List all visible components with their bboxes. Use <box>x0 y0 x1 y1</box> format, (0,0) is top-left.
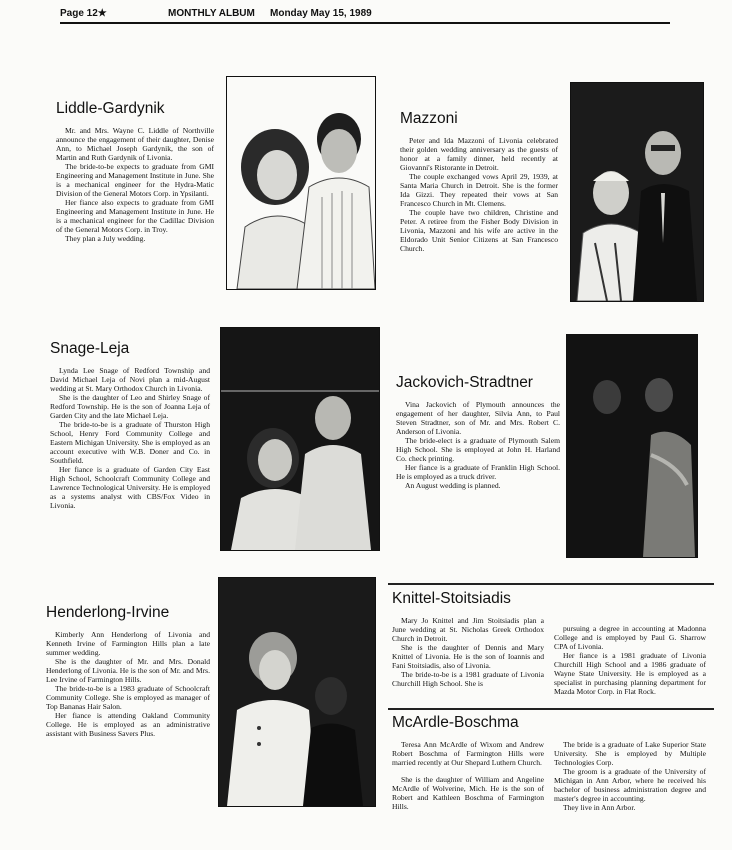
paragraph: The couple have two children, Christine and Peter. A retiree from the Fisher Body Division in Livonia, Mazzoni and his wife are active in the Eldorado Unit Senior Citizens at San Francesco Church. <box>400 208 558 253</box>
article-jackovich-stradtner <box>396 374 560 490</box>
issue-date: Monday May 15, 1989 <box>270 8 372 19</box>
page-number: Page 12★ <box>60 8 107 19</box>
paragraph: An August wedding is planned. <box>405 481 501 490</box>
paragraph: The bride-to-be expects to graduate from GMI Engineering and Management Institute in June. She is a mechanical engineer for the Hydra-Matic Division of the General Motors Corp. in Ypsilanti. <box>56 162 214 198</box>
article-title: Henderlong-Irvine <box>46 604 170 621</box>
paragraph: The couple exchanged vows April 29, 1939, at Santa Maria Church in Detroit. She is the former Ida Gizzi. They repeated their vows at San Francesco Church in Mt. Clemens. <box>400 172 558 208</box>
paragraph: pursuing a degree in accounting at Madonna College and is employed by Paul G. Sharrow CPA of Livonia. <box>554 624 706 651</box>
article-body <box>396 400 560 490</box>
page-header <box>60 8 660 22</box>
article-column <box>392 740 544 812</box>
article-body <box>400 136 558 253</box>
photo-henderlong-irvine <box>218 577 376 807</box>
article-snage-leja <box>50 340 210 510</box>
article-title: Knittel-Stoitsiadis <box>392 590 511 607</box>
paragraph: The bride-elect is a graduate of Plymouth Salem High School. She is employed at John H. Harland Co. check printing. <box>396 436 560 463</box>
article-knittel-stoitsiadis <box>392 590 714 696</box>
paragraph: Vina Jackovich of Plymouth announces the engagement of her daughter, Silvia Ann, to Paul Steven Stradtner, son of Mr. and Mrs. Robert C. Anderson of Livonia. <box>396 400 560 436</box>
divider-rule <box>388 583 714 585</box>
article-liddle-gardynik <box>56 100 214 243</box>
paragraph: Her fiance is a 1981 graduate of Livonia Churchill High School and a 1986 graduate of Wayne State University. He is employed as a specialist in purchasing planning department for Mazda Motor Corp. in Flat Rock. <box>554 651 706 696</box>
section-name: MONTHLY ALBUM <box>168 8 255 19</box>
article-title: Mazzoni <box>400 110 458 127</box>
paragraph: They live in Ann Arbor. <box>563 803 636 812</box>
photo-snage-leja <box>220 327 380 551</box>
header-rule <box>60 22 670 24</box>
paragraph: They plan a July wedding. <box>65 234 146 243</box>
paragraph: The bride-to-be is a 1983 graduate of Schoolcraft Community College. She is employed as manager of Top Bananas Hair Salon. <box>46 684 210 711</box>
article-mcardle-boschma <box>392 714 714 812</box>
article-title: Snage-Leja <box>50 340 130 357</box>
article-henderlong-irvine <box>46 604 210 738</box>
article-column <box>554 624 706 696</box>
paragraph: The bride-to-be is a 1981 graduate of Livonia Churchill High School. She is <box>392 670 544 688</box>
article-body <box>46 630 210 738</box>
paragraph: She is the daughter of Dennis and Mary Knittel of Livonia. He is the son of Ioannis and Fani Stoitsiadis, also of Livonia. <box>392 643 544 670</box>
paragraph: She is the daughter of Leo and Shirley Snage of Redford Township. He is the son of Joanna Leja of Garden City and the late Michael Leja. <box>50 393 210 420</box>
article-body <box>56 126 214 243</box>
paragraph: Lynda Lee Snage of Redford Township and David Michael Leja of Novi plan a mid-August wedding at St. Mary Orthodox Church in Livonia. <box>50 366 210 393</box>
paragraph: She is the daughter of William and Angeline McArdle of Wolverine, Mich. He is the son of Robert and Kathleen Boschma of Farmington Hills. <box>392 775 544 811</box>
paragraph: Kimberly Ann Henderlong of Livonia and Kenneth Irvine of Farmington Hills plan a late summer wedding. <box>46 630 210 657</box>
paragraph: The bride is a graduate of Lake Superior State University. She is employed by Multiple Technologies Corp. <box>554 740 706 767</box>
article-title: Liddle-Gardynik <box>56 100 165 117</box>
article-title: Jackovich-Stradtner <box>396 374 533 391</box>
article-body <box>50 366 210 510</box>
paragraph: Mr. and Mrs. Wayne C. Liddle of Northville announce the engagement of their daughter, Denise Ann, to Michael Joseph Gardynik, the son of Martin and Ruth Gardynik of Livonia. <box>56 126 214 162</box>
photo-mazzoni <box>570 82 704 302</box>
paragraph: The groom is a graduate of the University of Michigan in Ann Arbor, where he received his bachelor of business administration degree and master's degree in accounting. <box>554 767 706 803</box>
article-column <box>554 740 706 812</box>
paragraph: Mary Jo Knittel and Jim Stoitsiadis plan a June wedding at St. Nicholas Greek Orthodox Church in Detroit. <box>392 616 544 643</box>
paragraph: Her fiance is a graduate of Franklin High School. He is employed as a truck driver. <box>396 463 560 481</box>
article-mazzoni <box>400 110 558 253</box>
paragraph: Peter and Ida Mazzoni of Livonia celebrated their golden wedding anniversary as the guests of honor at a family dinner, held recently at Giovanni's Ristorante in Detroit. <box>400 136 558 172</box>
photo-liddle-gardynik <box>226 76 376 290</box>
divider-rule <box>388 708 714 710</box>
article-title: McArdle-Boschma <box>392 714 519 731</box>
paragraph: The bride-to-be is a graduate of Thurston High School, Henry Ford Community College and Eastern Michigan University. She is employed as an account executive with W.B. Doner and Co. in Southfield. <box>50 420 210 465</box>
paragraph: Teresa Ann McArdle of Wixom and Andrew Robert Boschma of Farmington Hills were married recently at Our Shepard Luthern Church. <box>392 740 544 767</box>
paragraph: Her fiance also expects to graduate from GMI Engineering and Management Institute in June. He is a mechanical engineer for the Cadillac Division of the General Motors Corp. in Troy. <box>56 198 214 234</box>
paragraph: Her fiance is a graduate of Garden City East High School, Schoolcraft Community College and Lawrence Technological University. He is employed as a systems analyst with CBS/Fox Video in Livonia. <box>50 465 210 510</box>
paragraph: She is the daughter of Mr. and Mrs. Donald Henderlong of Livonia. He is the son of Mr. and Mrs. Lee Irvine of Farmington Hills. <box>46 657 210 684</box>
article-column <box>392 616 544 696</box>
photo-jackovich-stradtner <box>566 334 698 558</box>
paragraph: Her fiance is attending Oakland Community College. He is employed as an administrative assistant with Business Savers Plus. <box>46 711 210 738</box>
